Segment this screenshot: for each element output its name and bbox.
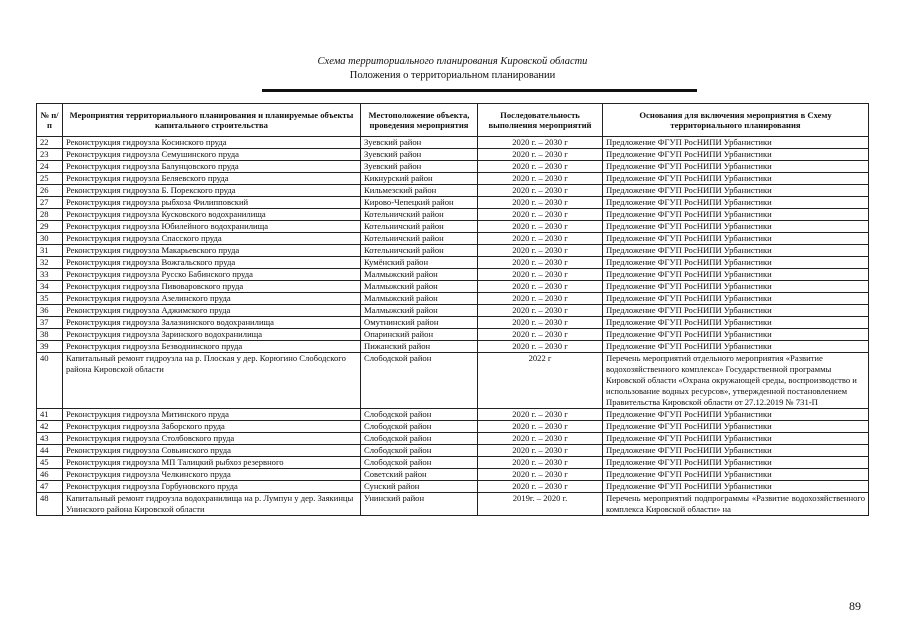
cell-location: Зуевский район [361,149,478,161]
cell-event: Реконструкция гидроузла Азелинского пруда [63,293,361,305]
cell-num: 22 [37,137,63,149]
cell-num: 23 [37,149,63,161]
cell-event: Реконструкция гидроузла МП Талицкий рыбхоз резервного [63,457,361,469]
cell-sequence: 2020 г. – 2030 г [478,409,603,421]
cell-sequence: 2019г. – 2020 г. [478,493,603,516]
cell-basis: Предложение ФГУП РосНИПИ Урбанистики [603,221,869,233]
table-row [37,173,869,185]
cell-location: Слободской район [361,433,478,445]
header-event: Мероприятия территориального планирования и планируемые объекты капитального строительства [63,104,361,137]
cell-num: 37 [37,317,63,329]
cell-event: Реконструкция гидроузла Кусковского водохранилища [63,209,361,221]
cell-sequence: 2020 г. – 2030 г [478,197,603,209]
cell-location: Кикнурский район [361,173,478,185]
cell-sequence: 2020 г. – 2030 г [478,149,603,161]
cell-basis: Предложение ФГУП РосНИПИ Урбанистики [603,481,869,493]
table-row [37,161,869,173]
header-basis: Основания для включения мероприятия в Схему территориального планирования [603,104,869,137]
cell-num: 34 [37,281,63,293]
cell-num: 40 [37,353,63,409]
table-row [37,341,869,353]
cell-sequence: 2020 г. – 2030 г [478,329,603,341]
cell-event: Реконструкция гидроузла Аджимского пруда [63,305,361,317]
cell-event: Реконструкция гидроузла Русско Бабинского пруда [63,269,361,281]
cell-basis: Предложение ФГУП РосНИПИ Урбанистики [603,161,869,173]
table-row [37,409,869,421]
document-title: Схема территориального планирования Кировской области [317,56,588,67]
cell-event: Реконструкция гидроузла Балунцовского пруда [63,161,361,173]
table-row [37,233,869,245]
cell-basis: Предложение ФГУП РосНИПИ Урбанистики [603,197,869,209]
cell-location: Слободской район [361,353,478,409]
cell-location: Сунский район [361,481,478,493]
cell-sequence: 2022 г [478,353,603,409]
cell-sequence: 2020 г. – 2030 г [478,293,603,305]
cell-num: 36 [37,305,63,317]
cell-sequence: 2020 г. – 2030 г [478,245,603,257]
table-row [37,185,869,197]
cell-event: Реконструкция гидроузла Совьинского пруда [63,445,361,457]
cell-basis: Предложение ФГУП РосНИПИ Урбанистики [603,257,869,269]
cell-sequence: 2020 г. – 2030 г [478,281,603,293]
cell-sequence: 2020 г. – 2030 г [478,457,603,469]
cell-location: Слободской район [361,421,478,433]
table-row [37,209,869,221]
cell-basis: Предложение ФГУП РосНИПИ Урбанистики [603,245,869,257]
cell-num: 24 [37,161,63,173]
cell-location: Котельничский район [361,209,478,221]
cell-basis: Предложение ФГУП РосНИПИ Урбанистики [603,341,869,353]
table-row [37,493,869,516]
cell-location: Советский район [361,469,478,481]
cell-location: Малмыжский район [361,269,478,281]
planning-table [36,103,869,516]
cell-sequence: 2020 г. – 2030 г [478,221,603,233]
cell-event: Реконструкция гидроузла Беляевского пруда [63,173,361,185]
cell-basis: Предложение ФГУП РосНИПИ Урбанистики [603,281,869,293]
cell-num: 41 [37,409,63,421]
cell-basis: Предложение ФГУП РосНИПИ Урбанистики [603,421,869,433]
table-row [37,245,869,257]
cell-sequence: 2020 г. – 2030 г [478,185,603,197]
cell-basis: Предложение ФГУП РосНИПИ Урбанистики [603,149,869,161]
cell-basis: Предложение ФГУП РосНИПИ Урбанистики [603,317,869,329]
cell-sequence: 2020 г. – 2030 г [478,257,603,269]
cell-basis: Предложение ФГУП РосНИПИ Урбанистики [603,293,869,305]
cell-sequence: 2020 г. – 2030 г [478,233,603,245]
cell-basis: Предложение ФГУП РосНИПИ Урбанистики [603,173,869,185]
cell-num: 46 [37,469,63,481]
header-num: № п/п [37,104,63,137]
table-row [37,317,869,329]
cell-event: Реконструкция гидроузла Юбилейного водохранилища [63,221,361,233]
cell-location: Унинский район [361,493,478,516]
cell-num: 25 [37,173,63,185]
cell-event: Капитальный ремонт гидроузла на р. Плоская у дер. Корюгино Слободского района Кировской области [63,353,361,409]
cell-num: 29 [37,221,63,233]
cell-event: Реконструкция гидроузла Челкинского пруда [63,469,361,481]
cell-event: Реконструкция гидроузла рыбхоза Филипповский [63,197,361,209]
cell-sequence: 2020 г. – 2030 г [478,161,603,173]
cell-location: Котельничский район [361,245,478,257]
cell-event: Капитальный ремонт гидроузла водохранилища на р. Лумпун у дер. Заякинцы Унинского района Кировской области [63,493,361,516]
cell-num: 39 [37,341,63,353]
cell-event: Реконструкция гидроузла Безводнинского пруда [63,341,361,353]
cell-event: Реконструкция гидроузла Семушинского пруда [63,149,361,161]
table-row [37,329,869,341]
cell-location: Слободской район [361,445,478,457]
cell-num: 28 [37,209,63,221]
cell-location: Зуевский район [361,161,478,173]
cell-location: Малмыжский район [361,281,478,293]
cell-sequence: 2020 г. – 2030 г [478,209,603,221]
cell-event: Реконструкция гидроузла Макарьевского пруда [63,245,361,257]
cell-basis: Предложение ФГУП РосНИПИ Урбанистики [603,185,869,197]
cell-basis: Предложение ФГУП РосНИПИ Урбанистики [603,469,869,481]
cell-num: 48 [37,493,63,516]
cell-num: 26 [37,185,63,197]
table-row [37,305,869,317]
cell-location: Малмыжский район [361,305,478,317]
cell-event: Реконструкция гидроузла Спасского пруда [63,233,361,245]
cell-basis: Предложение ФГУП РосНИПИ Урбанистики [603,305,869,317]
cell-event: Реконструкция гидроузла Косинского пруда [63,137,361,149]
cell-sequence: 2020 г. – 2030 г [478,341,603,353]
cell-basis: Перечень мероприятий отдельного мероприятия «Развитие водохозяйственного комплекса» Государственной программы Кировской области «Охрана окружающей среды, воспроизводство и использование водных ресурсов», утвержденной постановлением Правительства Кировской области от 27.12.2019 № 731-П [603,353,869,409]
header-sequence: Последовательность выполнения мероприятий [478,104,603,137]
cell-basis: Предложение ФГУП РосНИПИ Урбанистики [603,445,869,457]
table-row [37,445,869,457]
cell-event: Реконструкция гидроузла Митинского пруда [63,409,361,421]
cell-location: Кумёнский район [361,257,478,269]
cell-basis: Предложение ФГУП РосНИПИ Урбанистики [603,233,869,245]
cell-basis: Предложение ФГУП РосНИПИ Урбанистики [603,269,869,281]
cell-sequence: 2020 г. – 2030 г [478,481,603,493]
cell-num: 44 [37,445,63,457]
cell-location: Котельничский район [361,233,478,245]
document-subtitle: Положения о территориальном планировании [349,70,556,81]
table-row [37,281,869,293]
cell-location: Пижанский район [361,341,478,353]
table-row [37,481,869,493]
cell-location: Слободской район [361,409,478,421]
cell-sequence: 2020 г. – 2030 г [478,445,603,457]
table-row [37,421,869,433]
cell-location: Котельничский район [361,221,478,233]
table-row [37,137,869,149]
cell-basis: Предложение ФГУП РосНИПИ Урбанистики [603,409,869,421]
cell-sequence: 2020 г. – 2030 г [478,137,603,149]
table-row [37,433,869,445]
cell-event: Реконструкция гидроузла Заборского пруда [63,421,361,433]
table-row [37,353,869,409]
cell-num: 31 [37,245,63,257]
cell-sequence: 2020 г. – 2030 г [478,469,603,481]
cell-event: Реконструкция гидроузла Пивоваровского пруда [63,281,361,293]
table-row [37,469,869,481]
table-body [37,137,869,516]
cell-location: Опаринский район [361,329,478,341]
cell-sequence: 2020 г. – 2030 г [478,317,603,329]
page-number: 89 [849,599,861,613]
cell-location: Малмыжский район [361,293,478,305]
cell-event: Реконструкция гидроузла Б. Порекского пруда [63,185,361,197]
cell-location: Омутнинский район [361,317,478,329]
cell-sequence: 2020 г. – 2030 г [478,269,603,281]
cell-sequence: 2020 г. – 2030 г [478,305,603,317]
table-row [37,269,869,281]
cell-num: 27 [37,197,63,209]
cell-location: Зуевский район [361,137,478,149]
cell-location: Кильмезский район [361,185,478,197]
cell-basis: Предложение ФГУП РосНИПИ Урбанистики [603,137,869,149]
cell-num: 47 [37,481,63,493]
cell-event: Реконструкция гидроузла Залазнинского водохранилища [63,317,361,329]
table-row [37,257,869,269]
cell-sequence: 2020 г. – 2030 г [478,421,603,433]
header-location: Местоположение объекта, проведения мероприятия [361,104,478,137]
cell-basis: Предложение ФГУП РосНИПИ Урбанистики [603,457,869,469]
cell-event: Реконструкция гидроузла Заринского водохранилища [63,329,361,341]
cell-location: Кирово-Чепецкий район [361,197,478,209]
cell-basis: Предложение ФГУП РосНИПИ Урбанистики [603,433,869,445]
cell-num: 30 [37,233,63,245]
cell-sequence: 2020 г. – 2030 г [478,173,603,185]
table-row [37,293,869,305]
cell-basis: Предложение ФГУП РосНИПИ Урбанистики [603,329,869,341]
cell-num: 35 [37,293,63,305]
cell-num: 45 [37,457,63,469]
table-row [37,457,869,469]
cell-num: 42 [37,421,63,433]
cell-num: 33 [37,269,63,281]
cell-basis: Перечень мероприятий подпрограммы «Развитие водохозяйственного комплекса Кировской области» на [603,493,869,516]
table-row [37,221,869,233]
cell-location: Слободской район [361,457,478,469]
cell-num: 32 [37,257,63,269]
cell-event: Реконструкция гидроузла Вожгальского пруда [63,257,361,269]
table-header-row [37,104,869,137]
cell-num: 38 [37,329,63,341]
header-rule [262,89,697,92]
table-row [37,149,869,161]
table-row [37,197,869,209]
cell-sequence: 2020 г. – 2030 г [478,433,603,445]
cell-num: 43 [37,433,63,445]
cell-event: Реконструкция гидроузла Столбовского пруда [63,433,361,445]
cell-basis: Предложение ФГУП РосНИПИ Урбанистики [603,209,869,221]
cell-event: Реконструкция гидроузла Горбуновского пруда [63,481,361,493]
